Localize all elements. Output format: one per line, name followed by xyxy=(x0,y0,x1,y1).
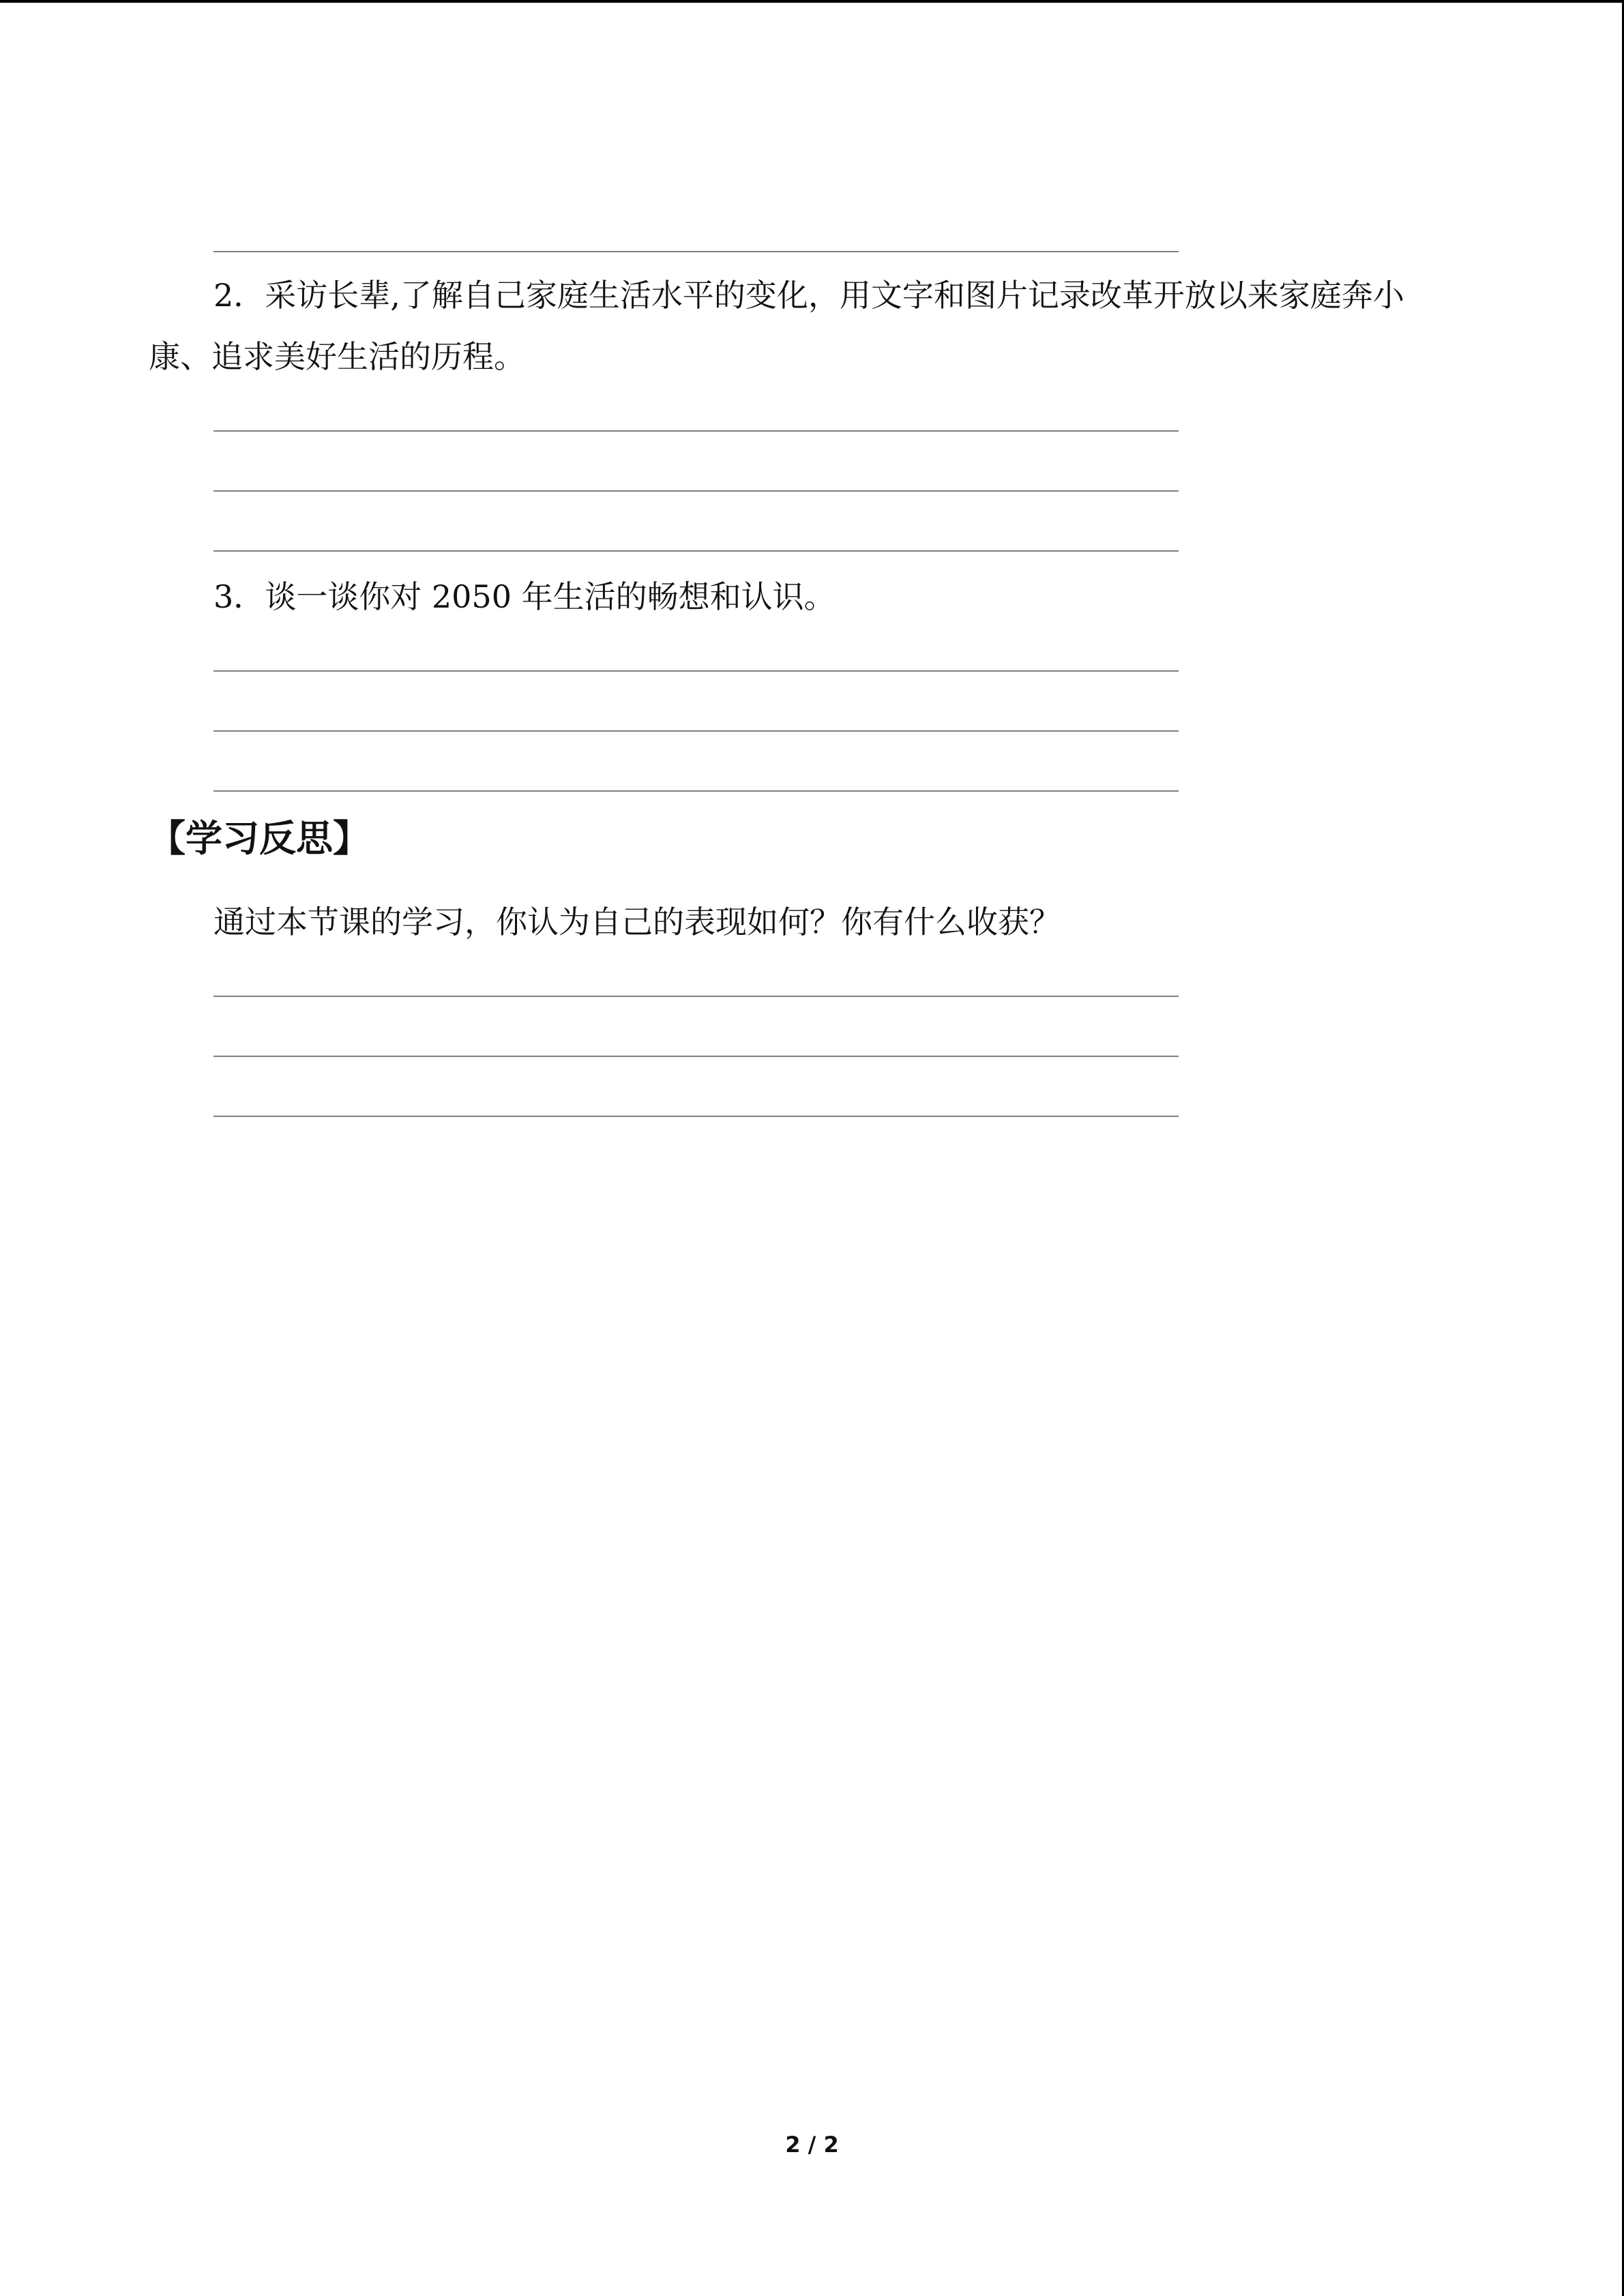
answer-line[interactable] xyxy=(213,996,1179,997)
question-2-text: 2．采访长辈,了解自己家庭生活水平的变化，用文字和图片记录改革开放以来家庭奔小 xyxy=(213,277,1404,314)
page-border-top xyxy=(0,0,1624,3)
answer-line[interactable] xyxy=(213,490,1179,492)
question-2-text-continued: 康、追求美好生活的历程。 xyxy=(149,338,525,375)
answer-line[interactable] xyxy=(213,430,1179,432)
answer-line[interactable] xyxy=(213,730,1179,732)
reflection-prompt: 通过本节课的学习，你认为自己的表现如何？你有什么收获？ xyxy=(213,904,1061,940)
question-3-text: 3．谈一谈你对 2050 年生活的畅想和认识。 xyxy=(213,578,836,615)
answer-line[interactable] xyxy=(213,670,1179,672)
answer-line[interactable] xyxy=(213,251,1179,252)
answer-line[interactable] xyxy=(213,1056,1179,1057)
answer-line[interactable] xyxy=(213,550,1179,552)
page-number: 2 / 2 xyxy=(785,2132,839,2158)
answer-line[interactable] xyxy=(213,1116,1179,1117)
section-heading-reflection: 【学习反思】 xyxy=(149,817,370,860)
answer-line[interactable] xyxy=(213,790,1179,792)
